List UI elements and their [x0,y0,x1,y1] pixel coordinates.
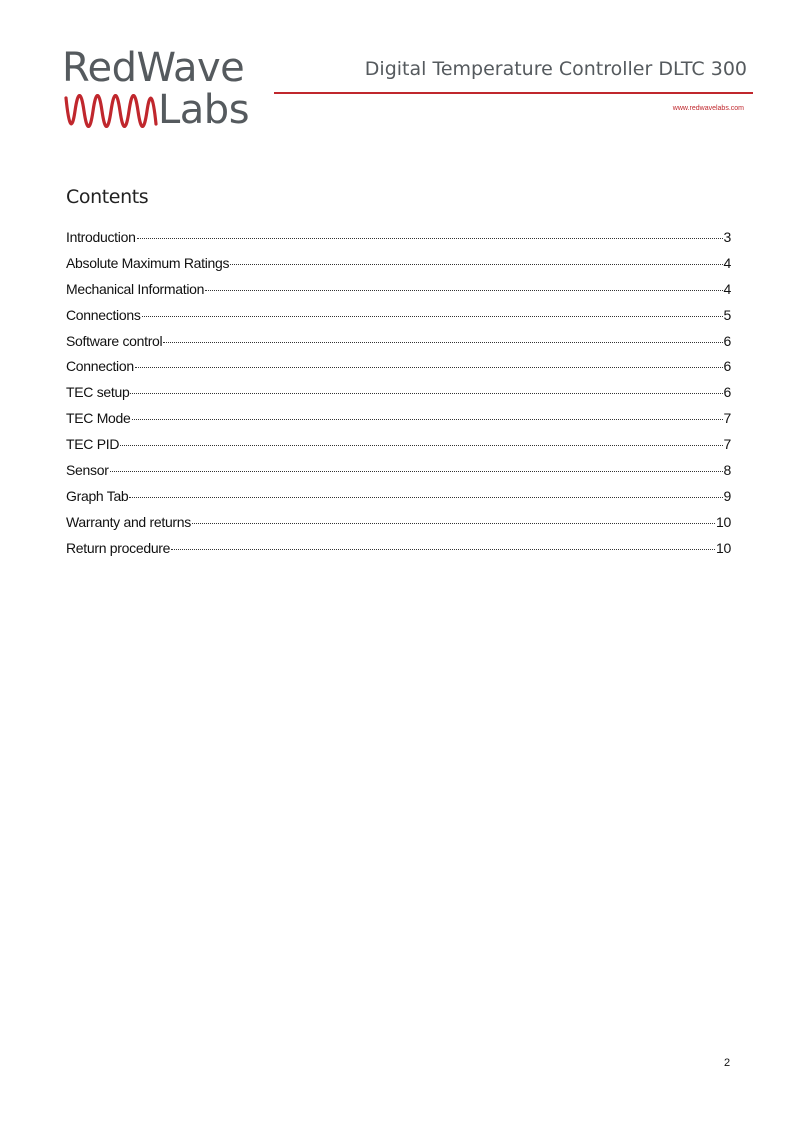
redwave-labs-logo [62,44,272,136]
toc-entry-title: TEC setup [66,384,130,401]
toc-entry-page: 10 [716,513,731,530]
toc-entry-title: Introduction [66,229,136,245]
toc-entry-return-procedure[interactable] [66,537,731,563]
toc-dot-leader [130,393,722,394]
toc-entry-title: TEC PID [66,436,120,453]
page-number: 2 [724,1057,731,1069]
document-title: Digital Temperature Controller DLTC 300 [364,58,747,80]
toc-entry-page: 8 [723,462,731,479]
toc-entry-tec-mode[interactable] [66,407,731,433]
logo-text-redwave: RedWave [62,45,245,91]
toc-entry-title: Return procedure [66,539,171,556]
header-divider [274,92,753,94]
toc-dot-leader [129,497,722,498]
toc-entry-page: 6 [723,332,731,349]
toc-dot-leader [142,316,723,317]
logo-text-labs: Labs [158,87,250,133]
toc-dot-leader [171,549,715,550]
toc-entry-page: 4 [723,254,731,271]
toc-entry-sensor[interactable] [66,459,731,485]
toc-entry-title: Connection [66,358,134,375]
toc-entry-connection[interactable] [66,355,731,381]
toc-entry-page: 7 [723,410,731,427]
toc-entry-page: 5 [723,306,731,323]
toc-heading: Contents [66,186,149,208]
toc-dot-leader [137,238,723,239]
toc-dot-leader [132,419,723,420]
toc-dot-leader [110,471,723,472]
toc-entry-title: Mechanical Information [66,280,205,297]
website-link[interactable]: www.redwavelabs.com [672,105,744,112]
toc-entry-warranty-and-returns[interactable] [66,511,731,537]
toc-entry-page: 10 [716,539,731,556]
toc-entry-mechanical-information[interactable] [66,278,731,304]
toc-dot-leader [205,290,722,291]
toc-dot-leader [163,342,722,343]
toc-entry-introduction[interactable] [66,226,731,252]
toc-entry-title: TEC Mode [66,410,131,427]
toc-entry-page: 4 [723,280,731,297]
toc-entry-graph-tab[interactable] [66,485,731,511]
toc-entry-page: 9 [723,487,731,504]
toc-entry-page: 3 [723,229,731,245]
toc-dot-leader [230,264,722,265]
toc-entry-title: Sensor [66,462,109,479]
toc-entry-page: 6 [723,384,731,401]
toc-entry-title: Connections [66,306,141,323]
toc-entry-software-control[interactable] [66,330,731,356]
toc-dot-leader [192,523,715,524]
toc-entry-title: Graph Tab [66,487,129,504]
toc-entry-tec-setup[interactable] [66,381,731,407]
toc-entry-page: 7 [723,436,731,453]
sine-wave-icon [64,94,158,128]
toc-entry-title: Warranty and returns [66,513,191,530]
toc-entry-absolute-maximum-ratings[interactable] [66,252,731,278]
toc-dot-leader [135,367,723,368]
table-of-contents [66,226,731,563]
toc-entry-page: 6 [723,358,731,375]
toc-dot-leader [120,445,722,446]
toc-entry-title: Software control [66,332,163,349]
toc-entry-connections[interactable] [66,304,731,330]
toc-entry-title: Absolute Maximum Ratings [66,254,230,271]
toc-entry-tec-pid[interactable] [66,433,731,459]
